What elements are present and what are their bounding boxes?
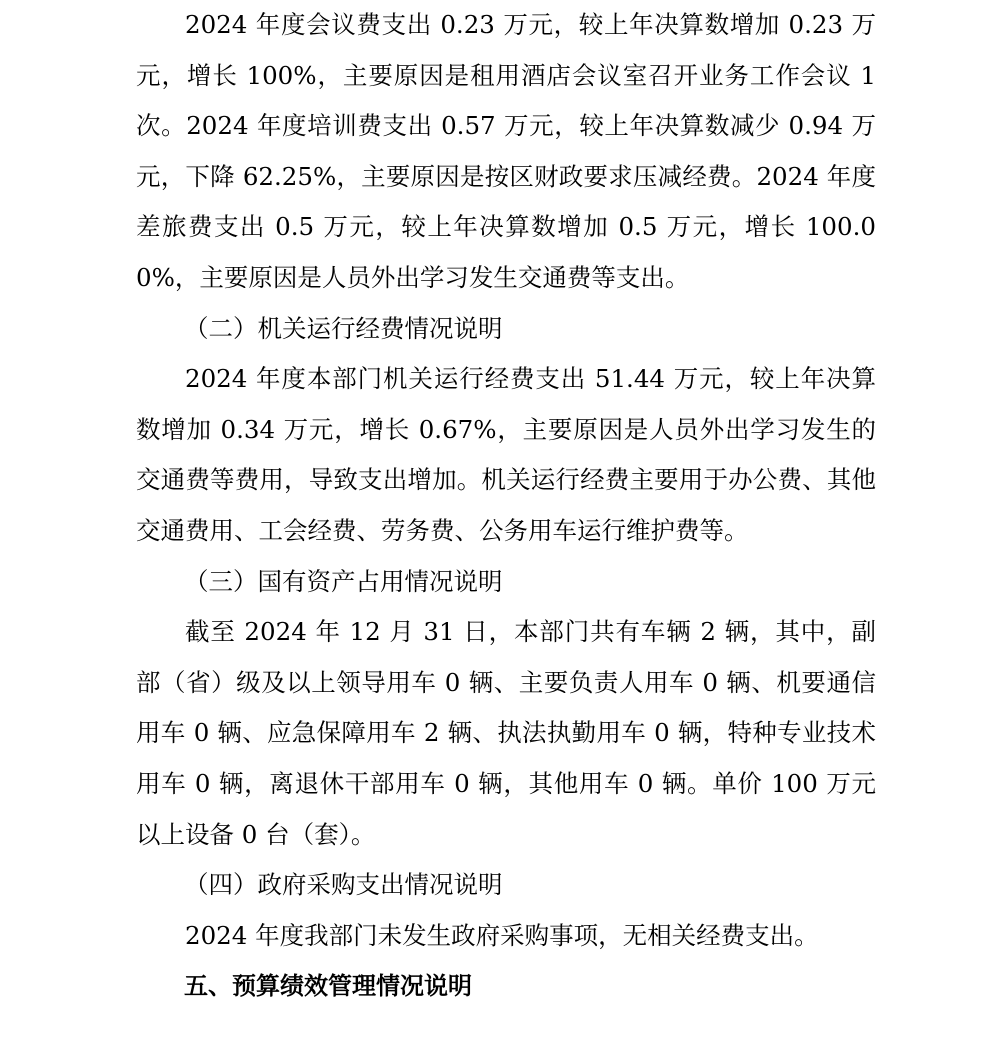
heading-performance-management: 五、预算绩效管理情况说明 (184, 972, 472, 1001)
paragraph-state-assets: 截至 2024 年 12 月 31 日，本部门共有车辆 2 辆，其中，副部（省）级及以上领导用车 0 辆、主要负责人用车 0 辆、机要通信用车 0 辆、应急保障用车 2 辆、执法执勤用车 0 辆，特种专业技术用车 0 辆，离退休干部用车 0 辆，其他用车 0 辆。单价 100 万元以上设备 0 台（套）。 (136, 617, 876, 849)
heading-operating-expenses: （二）机关运行经费情况说明 (184, 313, 503, 343)
heading-state-assets: （三）国有资产占用情况说明 (184, 566, 503, 596)
paragraph-operating-expenses: 2024 年度本部门机关运行经费支出 51.44 万元，较上年决算数增加 0.34 万元，增长 0.67%，主要原因是人员外出学习发生的交通费等费用，导致支出增加。机关运行经费主要用于办公费、其他交通费用、工会经费、劳务费、公务用车运行维护费等。 (136, 364, 876, 545)
heading-government-procurement: （四）政府采购支出情况说明 (184, 870, 503, 900)
document-page (136, 0, 876, 1012)
paragraph-meeting-training-travel: 2024 年度会议费支出 0.23 万元，较上年决算数增加 0.23 万元，增长 100%，主要原因是租用酒店会议室召开业务工作会议 1 次。2024 年度培训费支出 0.57 万元，较上年决算数减少 0.94 万元，下降 62.25%，主要原因是按区财政要求压减经费。2024 年度差旅费支出 0.5 万元，较上年决算数增加 0.5 万元，增长 100.00%，主要原因是人员外出学习发生交通费等支出。 (136, 10, 876, 292)
paragraph-government-procurement: 2024 年度我部门未发生政府采购事项，无相关经费支出。 (185, 920, 819, 950)
